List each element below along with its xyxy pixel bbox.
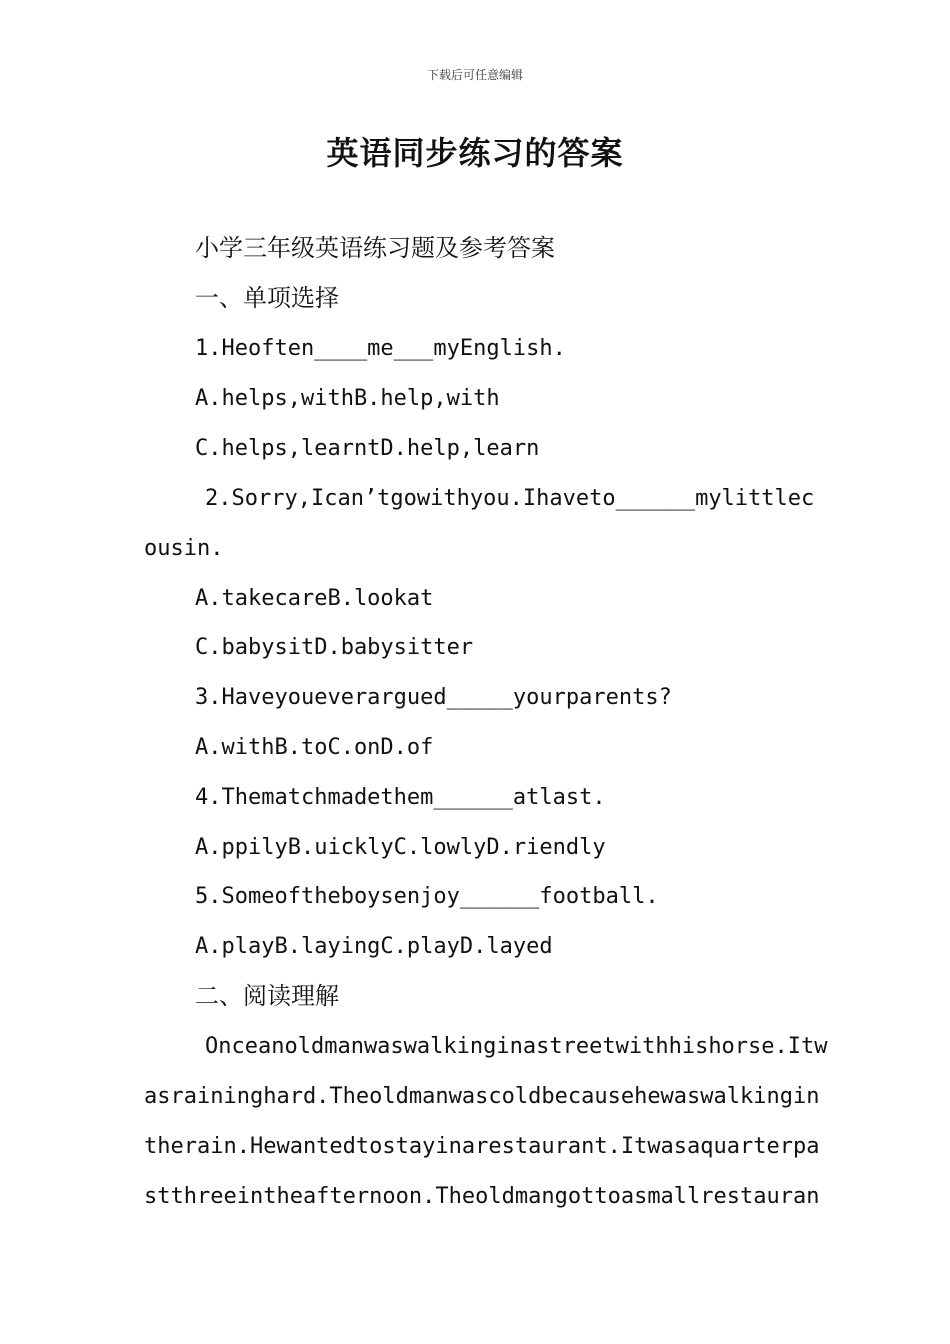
question-2-options-c-d: C.babysitD.babysitter bbox=[195, 635, 474, 660]
question-2: 2.Sorry,Ican’tgowithyou.Ihaveto______mylittlec bbox=[205, 486, 815, 511]
question-1: 1.Heoften____me___myEnglish. bbox=[195, 336, 566, 361]
question-3-options: A.withB.toC.onD.of bbox=[195, 735, 434, 760]
reading-paragraph-line-3: therain.Hewantedtostayinarestaurant.Itwasaquarterpa bbox=[144, 1134, 820, 1159]
subtitle: 小学三年级英语练习题及参考答案 bbox=[195, 234, 555, 262]
question-5: 5.Someoftheboysenjoy______football. bbox=[195, 884, 659, 909]
reading-paragraph-line-1: Onceanoldmanwaswalkinginastreetwithhishorse.Itw bbox=[205, 1034, 828, 1059]
question-3: 3.Haveyoueverargued_____yourparents? bbox=[195, 685, 672, 710]
question-1-options-a-b: A.helps,withB.help,with bbox=[195, 386, 500, 411]
page-title: 英语同步练习的答案 bbox=[326, 134, 624, 172]
reading-paragraph-line-4: stthreeintheafternoon.Theoldmangottoasmallrestauran bbox=[144, 1184, 820, 1209]
question-2-options-a-b: A.takecareB.lookat bbox=[195, 586, 434, 611]
section-heading-reading: 二、阅读理解 bbox=[195, 982, 339, 1010]
reading-paragraph-line-2: asraininghard.Theoldmanwascoldbecausehewaswalkingin bbox=[144, 1084, 820, 1109]
question-1-options-c-d: C.helps,learntD.help,learn bbox=[195, 436, 540, 461]
question-4-options: A.ppilyB.uicklyC.lowlyD.riendly bbox=[195, 835, 606, 860]
question-5-options: A.playB.layingC.playD.layed bbox=[195, 934, 553, 959]
header-note: 下载后可任意编辑 bbox=[426, 68, 523, 82]
question-4: 4.Thematchmadethem______atlast. bbox=[195, 785, 606, 810]
question-2-continued: ousin. bbox=[144, 536, 224, 561]
section-heading-single-choice: 一、单项选择 bbox=[195, 284, 339, 312]
